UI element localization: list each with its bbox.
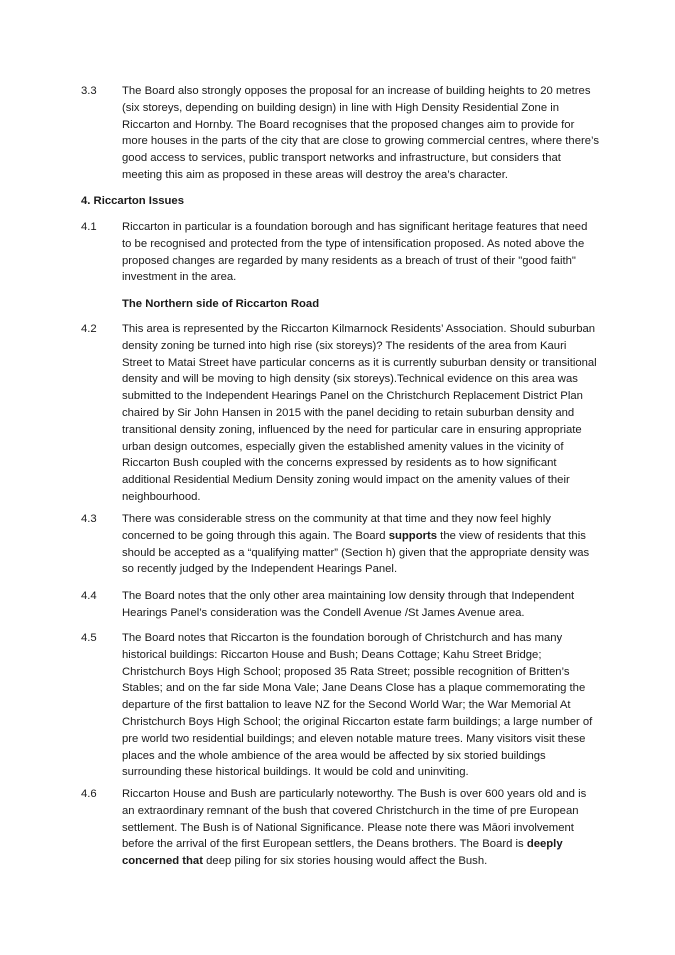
paragraph-number: 4.6: [81, 788, 97, 800]
text-run: There was considerable stress on the community at that time and they now feel highly concerned to be going through this again. The Board: [122, 513, 551, 542]
paragraph-number: 4.3: [81, 513, 97, 525]
paragraph-number: 3.3: [81, 85, 97, 97]
paragraph-4-5: [81, 630, 601, 781]
paragraph-3-3: [81, 83, 601, 184]
paragraph-4-6: [81, 786, 601, 870]
text-run: Riccarton House and Bush are particularly noteworthy. The Bush is over 600 years old and is an extraordinary remnant of the bush that covered Christchurch in the time of pre European settlement. The Bush is of National Significance. Please note there was Māori involvement before the arrival of the first European settlers, the Deans brothers. The Board is: [122, 788, 587, 851]
paragraph-number: 4.4: [81, 590, 97, 602]
bold-run: deeply concerned that: [122, 838, 563, 868]
paragraph-text: [122, 786, 599, 870]
paragraph-text: Riccarton in particular is a foundation borough and has significant heritage features that need to be recognised and protected from the type of intensification proposed. As noted above the proposed changes are regarded by many residents as a breach of trust of their "good faith" investment in the area.: [122, 221, 588, 284]
paragraph-4-2: [81, 321, 601, 506]
paragraph-text: The Board notes that the only other area maintaining low density through that Independent Hearings Panel’s consideration was the Condell Avenue /St James Avenue area.: [122, 590, 575, 619]
paragraph-number: 4.1: [81, 221, 97, 233]
bold-run: supports: [388, 529, 438, 542]
paragraph-4-1: [81, 219, 601, 286]
text-run: the view of residents that this should be accepted as a “qualifying matter” (Section h) given that the appropriate density was so recently judged by the Independent Hearings Panel.: [122, 529, 590, 576]
paragraph-text: The Board also strongly opposes the proposal for an increase of building heights to 20 metres (six storeys, depending on building design) in line with High Density Residential Zone in Riccarton and Hornby. The Board recognises that the proposed changes aim to provide for more houses in the parts of the city that are close to growing commercial centres, where there’s good access to services, public transport networks and infrastructure, but considers that meeting this aim as proposed in these areas will destroy the area’s character.: [122, 85, 599, 181]
text-run: deep piling for six stories housing would affect the Bush.: [202, 855, 488, 868]
paragraph-text: The Board notes that Riccarton is the foundation borough of Christchurch and has many historical buildings: Riccarton House and Bush; Deans Cottage; Kahu Street Bridge; Christchurch Boys High School; proposed 35 Rata Street; possible recognition of Britten’s Stables; and on the far side Mona Vale; Jane Deans Close has a plaque commemorating the departure of the first battalion to leave NZ for the Second World War; the War Memorial At Christchurch Boys High School; the original Riccarton estate farm buildings; a large number of pre world two residential buildings; and eleven notable mature trees. Many visitors visit these places and the whole ambience of the area would be affected by six storied buildings surrounding these historical buildings. It would be cold and uninviting.: [122, 632, 593, 779]
section-heading: 4. Riccarton Issues: [81, 195, 184, 207]
subsection-heading: The Northern side of Riccarton Road: [122, 298, 320, 310]
paragraph-text: [122, 511, 599, 578]
paragraph-number: 4.2: [81, 323, 97, 335]
paragraph-4-3: [81, 511, 601, 578]
paragraph-text: This area is represented by the Riccarton Kilmarnock Residents’ Association. Should suburban density zoning be turned into high rise (six storeys)? The residents of the area from Kauri Street to Matai Street have particular concerns as it is currently suburban density or transitional density and will be moving to high density (six storeys).Technical evidence on this area was submitted to the Independent Hearings Panel on the Christchurch Replacement District Plan chaired by Sir John Hansen in 2015 with the panel deciding to retain suburban density and transitional density zoning, influenced by the need for particular care in ensuring appropriate urban design outcomes, especially given the established amenity values in the vicinity of Riccarton Bush coupled with the concerns expressed by residents as to how significant additional Residential Medium Density zoning would impact on the amenity values of their neighbourhood.: [122, 323, 597, 503]
paragraph-number: 4.5: [81, 632, 97, 644]
paragraph-4-4: [81, 588, 601, 622]
